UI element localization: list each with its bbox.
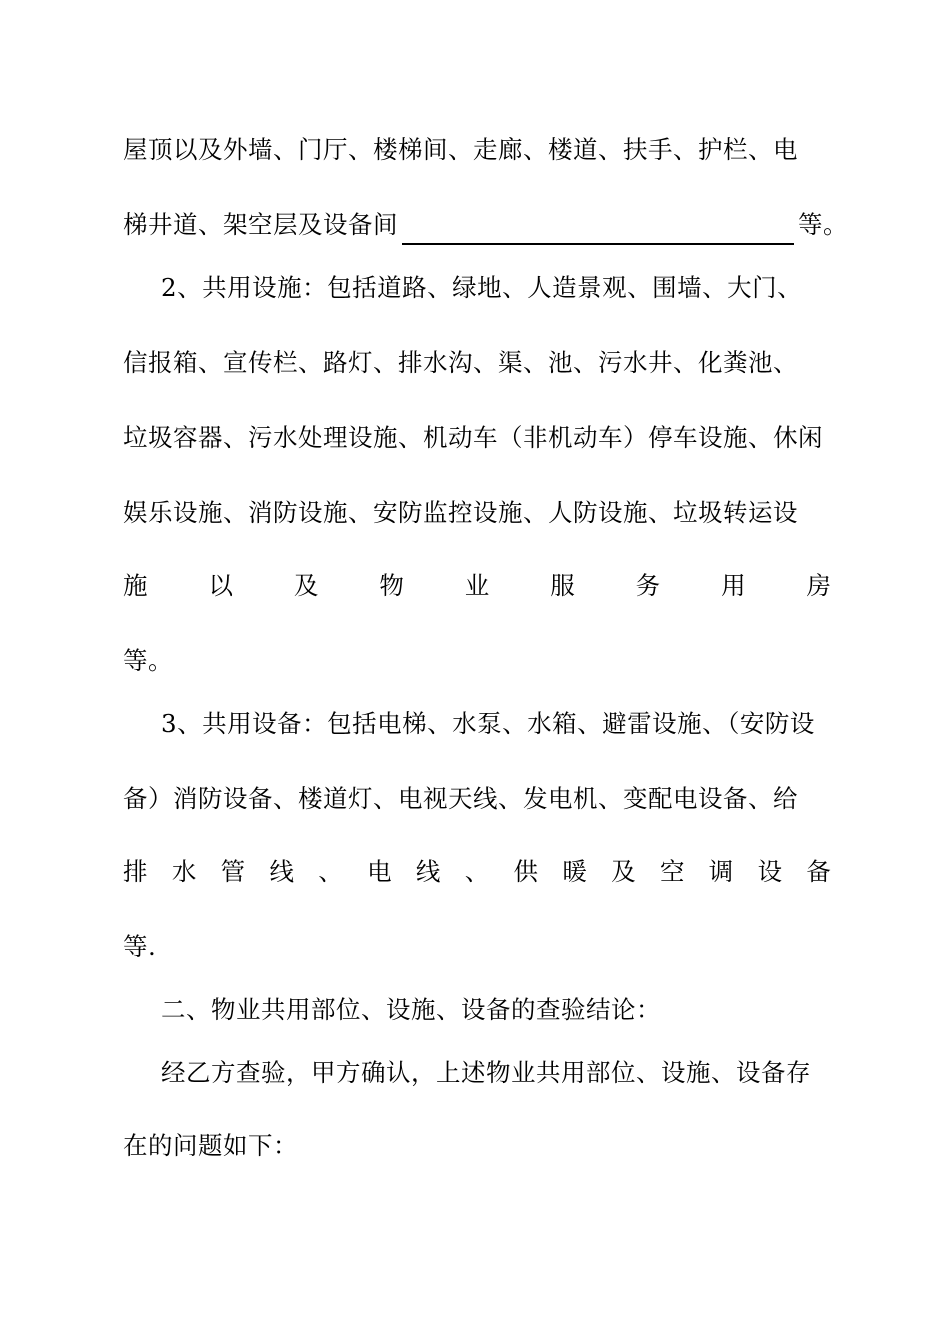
paragraph-line-15: 在的问题如下：	[123, 1131, 298, 1160]
char: 空	[659, 857, 685, 886]
char: 水	[171, 857, 197, 886]
char: 、	[318, 857, 343, 886]
char: 线	[415, 857, 441, 886]
char: 管	[220, 857, 246, 886]
paragraph-line-5: 垃圾容器、污水处理设施、机动车（非机动车）停车设施、休闲	[123, 423, 823, 452]
char: 电	[367, 857, 392, 886]
char: 服	[550, 571, 575, 600]
section-item-3-heading: 3、共用设备：包括电梯、水泵、水箱、避雷设施、（安防设	[161, 709, 815, 738]
char: 及	[611, 857, 636, 886]
paragraph-line-14: 经乙方查验，甲方确认，上述物业共用部位、设施、设备存	[161, 1058, 811, 1087]
char: 用	[721, 571, 746, 600]
paragraph-line-2	[123, 205, 848, 245]
char: 备	[806, 857, 831, 886]
char: 线	[269, 857, 294, 886]
char: 供	[513, 857, 538, 886]
paragraph-line-7-justified	[123, 566, 831, 606]
char: 房	[806, 571, 831, 600]
fill-in-blank	[402, 213, 794, 245]
paragraph-line-4: 信报箱、宣传栏、路灯、排水沟、渠、池、污水井、化粪池、	[123, 348, 798, 377]
paragraph-line-11-justified	[123, 852, 831, 892]
section-item-2-heading: 2、共用设施：包括道路、绿地、人造景观、围墙、大门、	[161, 273, 803, 302]
section-heading-2: 二、物业共用部位、设施、设备的查验结论：	[161, 995, 661, 1024]
char: 及	[293, 571, 319, 600]
char: 设	[757, 857, 783, 886]
char: 业	[464, 571, 490, 600]
paragraph-line-10: 备）消防设备、楼道灯、电视天线、发电机、变配电设备、给	[123, 784, 798, 813]
char: 以	[208, 571, 233, 600]
line-2-text: 梯井道、架空层及设备间	[123, 210, 398, 239]
char: 、	[464, 857, 490, 886]
char: 排	[123, 857, 148, 886]
char: 物	[379, 571, 404, 600]
paragraph-line-6: 娱乐设施、消防设施、安防监控设施、人防设施、垃圾转运设	[123, 498, 798, 527]
char: 施	[123, 571, 148, 600]
paragraph-line-1: 屋顶以及外墙、门厅、楼梯间、走廊、楼道、扶手、护栏、电	[123, 135, 798, 164]
char: 务	[635, 571, 661, 600]
line-2-suffix: 等。	[798, 210, 848, 239]
paragraph-line-12: 等.	[123, 932, 157, 961]
char: 暖	[562, 857, 587, 886]
paragraph-line-8: 等。	[123, 646, 173, 675]
char: 调	[708, 857, 734, 886]
